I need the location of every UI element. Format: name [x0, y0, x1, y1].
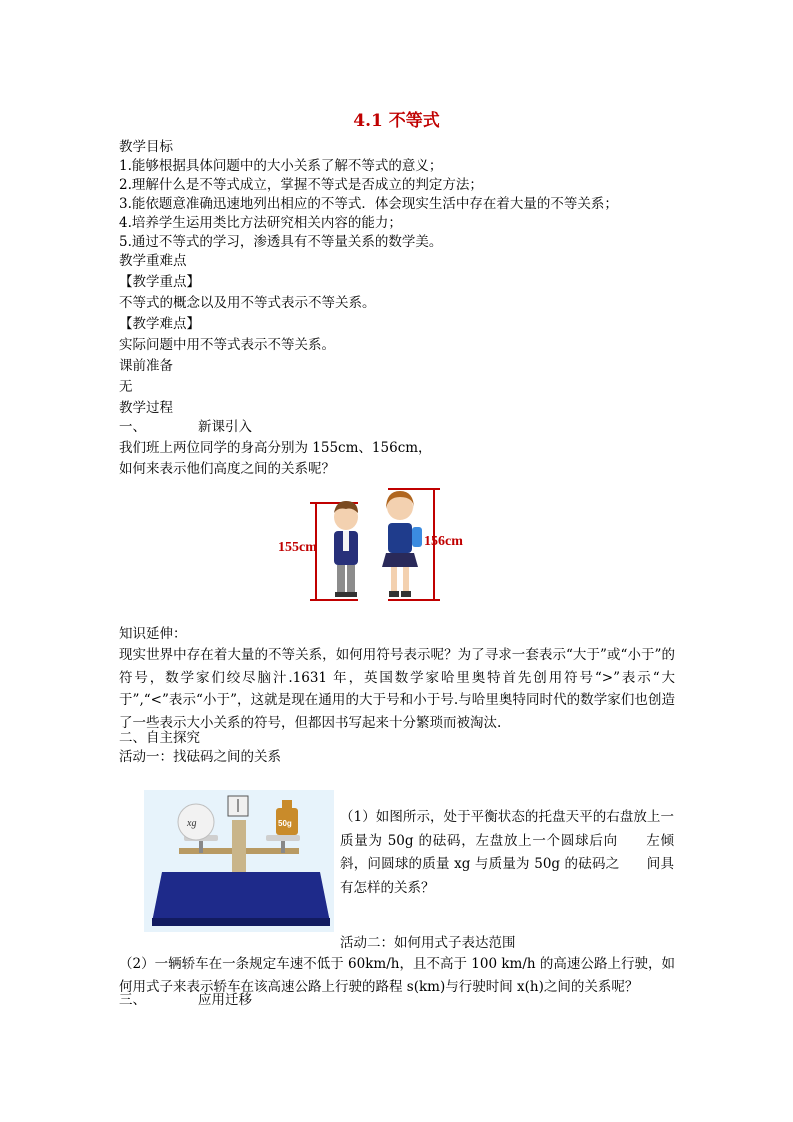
- section3-heading: [119, 991, 252, 1010]
- activity2-question: （2）一辆轿车在一条规定车速不低于 60km/h，且不高于 100 km/h 的高速公路上行驶，如何用式子来表示轿车在该高速公路上行驶的路程 s(km)与行驶时间 x(h)之间的关系呢？: [119, 956, 675, 995]
- activity1-question: （1）如图所示，处于平衡状态的托盘天平的右盘放上一质量为 50g 的砝码，左盘放上一个圆球后向 左倾斜，问圆球的质量 xg 与质量为 50g 的砝码之 间具有怎样的关系？: [340, 809, 674, 896]
- knowledge-heading: 知识延伸：: [119, 626, 187, 642]
- goal-item: 4.培养学生运用类比方法研究相关内容的能力；: [119, 215, 402, 231]
- difficulty-text: 实际问题中用不等式表示不等关系。: [119, 337, 335, 353]
- activity2-heading: 活动二：如何用式子表达范围: [340, 935, 516, 951]
- goal-item: 1.能够根据具体问题中的大小关系了解不等式的意义；: [119, 158, 443, 174]
- ball-label: xg: [187, 818, 197, 829]
- right-pan: [266, 835, 300, 841]
- intro-line: 我们班上两位同学的身高分别为 155cm、156cm，: [119, 440, 432, 456]
- prep-text: 无: [119, 379, 133, 395]
- goal-item: 2.理解什么是不等式成立，掌握不等式是否成立的判定方法；: [119, 177, 483, 193]
- section1-title: 新课引入: [198, 419, 252, 435]
- key-heading: 教学重难点: [119, 253, 187, 269]
- goal-item: 5.通过不等式的学习，渗透具有不等量关系的数学美。: [119, 234, 443, 250]
- scale-base: [152, 872, 330, 922]
- height-label-right: 156cm: [424, 534, 463, 549]
- weight-label: 50g: [278, 819, 292, 828]
- key-point-label: 【教学重点】: [119, 274, 200, 290]
- section2-number: 二、: [119, 730, 146, 746]
- section2-heading: [119, 729, 200, 748]
- goals-heading: 教学目标: [119, 139, 173, 155]
- height-label-left: 155cm: [278, 540, 317, 555]
- goal-item: 3.能依题意准确迅速地列出相应的不等式．体会现实生活中存在着大量的不等关系；: [119, 196, 618, 212]
- section1-number: 一、: [119, 419, 146, 435]
- prep-heading: 课前准备: [119, 358, 173, 374]
- students-height-figure: [278, 485, 468, 610]
- section3-title: 应用迁移: [198, 992, 252, 1008]
- boy-figure: [334, 501, 358, 597]
- knowledge-paragraph: 现实世界中存在着大量的不等关系，如何用符号表示呢？为了寻求一套表示“大于”或“小于”的符号，数学家们绞尽脑汁.1631 年，英国数学家哈里奥特首先创用符号“>”表示“大于”,“<”表示“小于”，这就是现在通用的大于号和小于号.与哈里奥特同时代的数学家们也创造了一些表示大小关系的符号，但都因书写起来十分繁琐而被淘汰.: [119, 647, 675, 731]
- section1-heading: [119, 418, 252, 437]
- section2-title: 自主探究: [146, 730, 200, 746]
- section3-number: 三、: [119, 992, 146, 1008]
- page-title: 4.1 不等式: [353, 111, 440, 131]
- activity1-heading: 活动一：找砝码之间的关系: [119, 749, 281, 765]
- balance-scale-figure: [144, 790, 334, 932]
- process-heading: 教学过程: [119, 400, 173, 416]
- key-point-text: 不等式的概念以及用不等式表示不等关系。: [119, 295, 376, 311]
- difficulty-label: 【教学难点】: [119, 316, 200, 332]
- girl-figure: [382, 491, 422, 597]
- intro-line: 如何来表示他们高度之间的关系呢？: [119, 461, 335, 477]
